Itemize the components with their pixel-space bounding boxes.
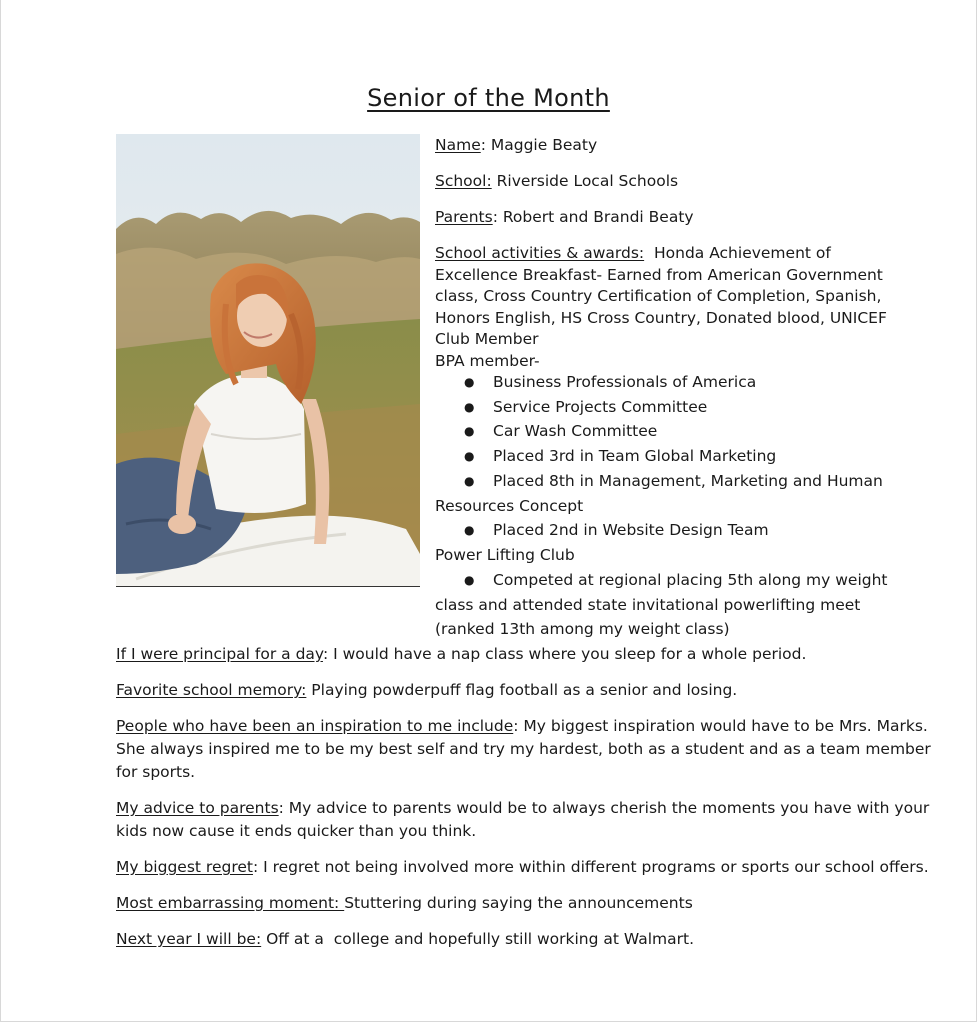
inspiration-line-2: She always inspired me to be my best self and try my hardest, both as a student and as a team member bbox=[116, 740, 931, 758]
regret-label: My biggest regret bbox=[116, 858, 253, 876]
bpa-item: Service Projects Committee bbox=[493, 398, 708, 416]
advice-line-1 bbox=[116, 798, 929, 820]
bpa-heading: BPA member- bbox=[435, 352, 540, 370]
activities-line-2: Excellence Breakfast- Earned from American Government bbox=[435, 266, 883, 284]
school-line bbox=[435, 171, 678, 193]
page-title: Senior of the Month bbox=[367, 84, 610, 112]
parents-value: : Robert and Brandi Beaty bbox=[492, 208, 694, 226]
activities-text: Honda Achievement of bbox=[644, 244, 831, 262]
activities-line-5: Club Member bbox=[435, 330, 539, 348]
inspiration-line-1 bbox=[116, 716, 928, 738]
bpa-item-wrap: Resources Concept bbox=[435, 497, 584, 515]
bullet-icon: ● bbox=[464, 424, 475, 438]
advice-label: My advice to parents bbox=[116, 799, 279, 817]
parents-line bbox=[435, 207, 694, 229]
bullet-icon: ● bbox=[464, 474, 475, 488]
next-year-value: Off at a college and hopefully still working at Walmart. bbox=[261, 930, 694, 948]
embarrassing-value: Stuttering during saying the announcements bbox=[344, 894, 693, 912]
activities-label: School activities & awards: bbox=[435, 244, 645, 262]
activities-line-4: Honors English, HS Cross Country, Donated blood, UNICEF bbox=[435, 309, 887, 327]
activities-line-3: class, Cross Country Certification of Completion, Spanish, bbox=[435, 287, 882, 305]
senior-photo bbox=[116, 134, 420, 587]
memory-value: Playing powderpuff flag football as a senior and losing. bbox=[306, 681, 738, 699]
memory-label: Favorite school memory: bbox=[116, 681, 307, 699]
powerlifting-heading: Power Lifting Club bbox=[435, 546, 575, 564]
school-label: School: bbox=[435, 172, 492, 190]
principal-value: : I would have a nap class where you sleep for a whole period. bbox=[322, 645, 807, 663]
bullet-icon: ● bbox=[464, 400, 475, 414]
principal-line bbox=[116, 644, 806, 666]
school-value: Riverside Local Schools bbox=[491, 172, 679, 190]
bpa-item: Placed 2nd in Website Design Team bbox=[493, 521, 769, 539]
advice-line-2: kids now cause it ends quicker than you think. bbox=[116, 822, 477, 840]
name-value: : Maggie Beaty bbox=[480, 136, 598, 154]
bpa-item: Placed 8th in Management, Marketing and Human bbox=[493, 472, 883, 490]
inspiration-line-3: for sports. bbox=[116, 763, 196, 781]
inspiration-value: : My biggest inspiration would have to be Mrs. Marks. bbox=[513, 717, 928, 735]
powerlifting-wrap-2: (ranked 13th among my weight class) bbox=[435, 620, 730, 638]
next-year-line bbox=[116, 929, 694, 951]
bullet-icon: ● bbox=[464, 449, 475, 463]
embarrassing-line bbox=[116, 893, 693, 915]
bpa-item: Car Wash Committee bbox=[493, 422, 658, 440]
bullet-icon: ● bbox=[464, 523, 475, 537]
regret-line bbox=[116, 857, 929, 879]
name-line bbox=[435, 135, 597, 157]
principal-label: If I were principal for a day bbox=[116, 645, 323, 663]
bpa-item: Placed 3rd in Team Global Marketing bbox=[493, 447, 777, 465]
name-label: Name bbox=[435, 136, 481, 154]
memory-line bbox=[116, 680, 737, 702]
regret-value: : I regret not being involved more within different programs or sports our school offers. bbox=[252, 858, 929, 876]
parents-label: Parents bbox=[435, 208, 493, 226]
advice-value: : My advice to parents would be to always cherish the moments you have with your bbox=[278, 799, 930, 817]
powerlifting-item: Competed at regional placing 5th along my weight bbox=[493, 571, 888, 589]
activities-line-1 bbox=[435, 243, 831, 265]
bpa-item: Business Professionals of America bbox=[493, 373, 757, 391]
bullet-icon: ● bbox=[464, 573, 475, 587]
bullet-icon: ● bbox=[464, 375, 475, 389]
embarrassing-label: Most embarrassing moment: bbox=[116, 894, 345, 912]
next-year-label: Next year I will be: bbox=[116, 930, 262, 948]
inspiration-label: People who have been an inspiration to me include bbox=[116, 717, 514, 735]
powerlifting-wrap-1: class and attended state invitational powerlifting meet bbox=[435, 596, 861, 614]
